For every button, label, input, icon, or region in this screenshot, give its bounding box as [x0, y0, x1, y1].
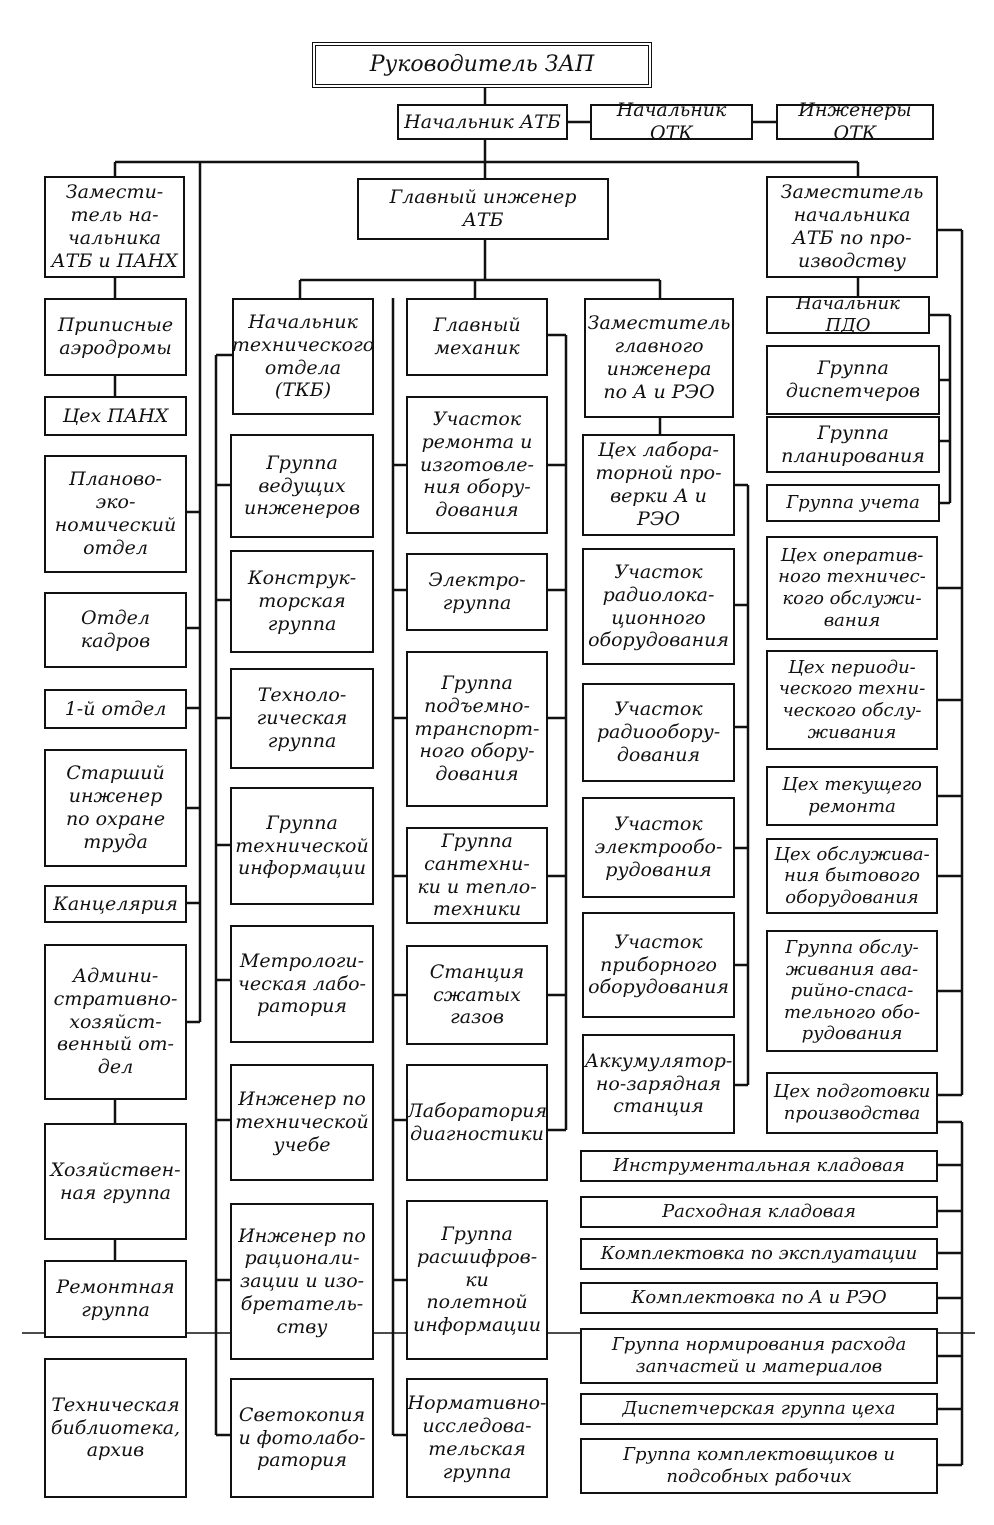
- node-c1-9: Ремонтная группа: [44, 1260, 187, 1338]
- node-c5-9: Цех подготовки производства: [766, 1072, 938, 1134]
- node-c1-7: Админи- стративно- хозяйст- венный от- дел: [44, 944, 187, 1100]
- node-c2-1: Группа ведущих инженеров: [230, 434, 374, 538]
- node-c4-5: Участок приборного оборудования: [582, 912, 735, 1018]
- node-c5-1: Группа диспетчеров: [766, 345, 940, 415]
- node-c5-0: Начальник ПДО: [766, 296, 930, 334]
- node-b-1: Расходная кладовая: [580, 1196, 938, 1228]
- node-c5-6: Цех текущего ремонта: [766, 766, 938, 826]
- node-c3-5: Станция сжатых газов: [406, 945, 548, 1045]
- node-c5-5: Цех периоди- ческого техни- ческого обслу- живания: [766, 650, 938, 750]
- node-chief-engineer: Главный инженер АТБ: [357, 178, 609, 240]
- node-atb-head: Начальник АТБ: [397, 104, 568, 140]
- node-b-5: Диспетчерская группа цеха: [580, 1393, 938, 1425]
- node-deputy-panh: Замести- тель на- чальника АТБ и ПАНХ: [44, 176, 185, 278]
- node-c5-3: Группа учета: [766, 484, 940, 522]
- node-c4-1: Цех лабора- торной про- верки А и РЭО: [582, 434, 735, 536]
- node-c5-8: Группа обслу- живания ава- рийно-спаса- тельного обо- рудования: [766, 930, 938, 1052]
- node-b-3: Комплектовка по А и РЭО: [580, 1282, 938, 1314]
- node-c1-0: Приписные аэродромы: [44, 298, 187, 376]
- node-b-4: Группа нормирования расхода запчастей и материалов: [580, 1328, 938, 1384]
- node-c2-2: Конструк- торская группа: [230, 550, 374, 653]
- node-c2-7: Инженер по рационали- зации и изо- бретатель- ству: [230, 1203, 374, 1360]
- node-c1-8: Хозяйствен- ная группа: [44, 1123, 187, 1240]
- node-root: Руководитель ЗАП: [312, 42, 652, 88]
- node-b-0: Инструментальная кладовая: [580, 1150, 938, 1182]
- node-c4-6: Аккумулятор- но-зарядная станция: [582, 1034, 735, 1134]
- node-b-6: Группа комплектовщиков и подсобных рабочих: [580, 1438, 938, 1494]
- node-otk-head: Начальник ОТК: [590, 104, 753, 140]
- node-c2-0: Начальник технического отдела (ТКБ): [232, 298, 374, 415]
- node-c2-3: Техноло- гическая группа: [230, 668, 374, 769]
- node-c1-2: Планово-эко- номический отдел: [44, 455, 187, 573]
- node-c3-4: Группа сантехни- ки и тепло- техники: [406, 827, 548, 924]
- node-c1-3: Отдел кадров: [44, 592, 187, 668]
- node-c4-3: Участок радиообору- дования: [582, 683, 735, 782]
- node-c3-1: Участок ремонта и изготовле- ния обору- дования: [406, 396, 548, 534]
- node-c3-6: Лаборатория диагностики: [406, 1064, 548, 1181]
- node-deputy-production: Заместитель начальника АТБ по про- изводству: [766, 176, 938, 278]
- node-c1-4: 1-й отдел: [44, 689, 187, 729]
- node-c3-0: Главный механик: [406, 298, 548, 376]
- node-c1-6: Канцелярия: [44, 885, 187, 923]
- node-b-2: Комплектовка по эксплуатации: [580, 1238, 938, 1270]
- node-c5-2: Группа планирования: [766, 416, 940, 473]
- node-c5-7: Цех обслужива- ния бытового оборудования: [766, 838, 938, 914]
- node-c3-2: Электро- группа: [406, 553, 548, 631]
- node-c2-8: Светокопия и фотолабо- ратория: [230, 1378, 374, 1498]
- node-c5-4: Цех оператив- ного техничес- кого обслужи- вания: [766, 536, 938, 640]
- node-c2-4: Группа технической информации: [230, 787, 374, 905]
- node-c3-7: Группа расшифров- ки полетной информации: [406, 1200, 548, 1360]
- node-c1-10: Техническая библиотека, архив: [44, 1358, 187, 1498]
- node-c2-5: Метрологи- ческая лабо- ратория: [230, 925, 374, 1043]
- node-c4-4: Участок электрообо- рудования: [582, 797, 735, 898]
- node-c4-0: Заместитель главного инженера по А и РЭО: [584, 298, 734, 418]
- node-otk-engineers: Инженеры ОТК: [776, 104, 934, 140]
- node-c1-5: Старший инженер по охране труда: [44, 749, 187, 867]
- node-c1-1: Цех ПАНХ: [44, 396, 187, 436]
- node-c3-3: Группа подъемно- транспорт- ного обору- дования: [406, 651, 548, 807]
- node-c3-8: Нормативно- исследова- тельская группа: [406, 1378, 548, 1498]
- node-c2-6: Инженер по технической учебе: [230, 1064, 374, 1181]
- node-c4-2: Участок радиолока- ционного оборудования: [582, 548, 735, 665]
